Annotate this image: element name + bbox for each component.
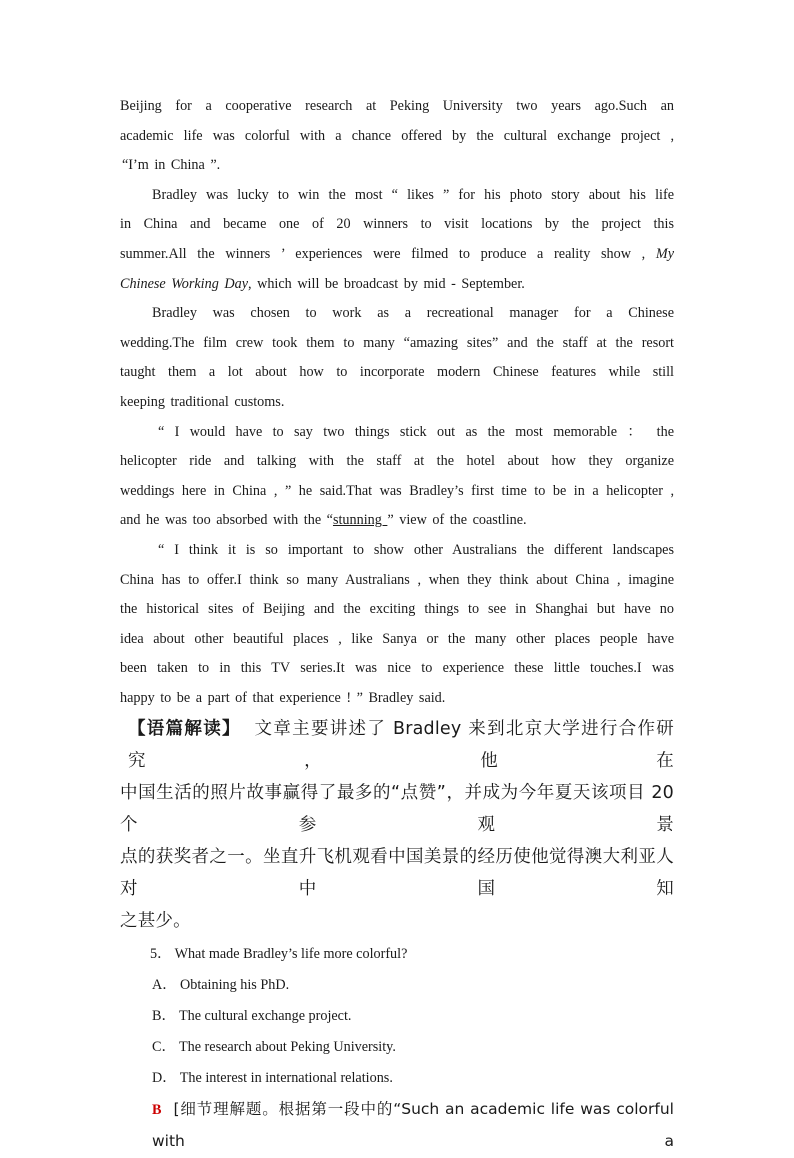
passage-paragraph-5 bbox=[120, 536, 674, 714]
text-line: “ I would have to say two things stick out as the most memorable ： the bbox=[158, 423, 674, 440]
passage-paragraph-1 bbox=[120, 92, 674, 181]
text-line: Bradley was lucky to win the most “ likes ” for his photo story about his life bbox=[152, 186, 674, 203]
text-segment: , which will be broadcast by mid - September. bbox=[248, 275, 525, 292]
text-segment: 文章主要讲述了 Bradley 来到北京大学进行合作研究，他在 bbox=[128, 719, 675, 772]
text-line: been taken to in this TV series.It was nice to experience these little touches.I was bbox=[120, 660, 674, 677]
show-title-part: My bbox=[655, 245, 675, 262]
question-block bbox=[120, 939, 674, 1158]
text-line: “I’m in China ”. bbox=[122, 157, 221, 174]
text-line: weddings here in China , ” he said.That was Bradley’s first time to be in a helicopter , bbox=[120, 482, 674, 499]
question-stem: 5． What made Bradley’s life more colorful? bbox=[150, 946, 408, 963]
analysis-paragraph bbox=[120, 713, 674, 937]
text-line: 之甚少。 bbox=[120, 911, 191, 932]
text-segment: ” view of the coastline. bbox=[387, 512, 527, 529]
text-line: Beijing for a cooperative research at Peking University two years ago.Such an bbox=[120, 98, 674, 114]
underlined-word: stunning bbox=[332, 512, 388, 529]
option-c: C． The research about Peking University. bbox=[152, 1039, 396, 1056]
passage-paragraph-4 bbox=[120, 418, 674, 536]
text-line: in China and became one of 20 winners to visit locations by the project this bbox=[120, 216, 674, 233]
text-line: 中国生活的照片故事赢得了最多的“点赞”，并成为今年夏天该项目 20 个参观景 bbox=[120, 783, 674, 836]
analysis-tag: 【语篇解读】 bbox=[128, 719, 241, 740]
text-line: happy to be a part of that experience ! ” Bradley said. bbox=[120, 689, 446, 706]
text-line: 点的获奖者之一。坐直升飞机观看中国美景的经历使他觉得澳大利亚人对中国知 bbox=[120, 847, 674, 900]
text-line: wedding.The film crew took them to many “amazing sites” and the staff at the resort bbox=[120, 334, 674, 351]
text-line bbox=[120, 713, 674, 777]
passage-paragraph-2 bbox=[120, 181, 674, 299]
passage-paragraph-3 bbox=[120, 299, 674, 417]
answer-explanation: [细节理解题。根据第一段中的“Such an academic life was colorful with a bbox=[152, 1100, 674, 1151]
text-line bbox=[120, 240, 674, 270]
text-line bbox=[120, 270, 674, 300]
option-a: A． Obtaining his PhD. bbox=[152, 977, 290, 994]
text-line: keeping traditional customs. bbox=[120, 393, 285, 410]
text-line: academic life was colorful with a chance offered by the cultural exchange project , bbox=[120, 127, 674, 144]
text-segment: summer.All the winners ’ experiences were filmed to produce a reality show , bbox=[120, 245, 646, 262]
text-line: “ I think it is so important to show other Australians the different landscapes bbox=[158, 541, 674, 558]
show-title: Chinese Working Day bbox=[120, 275, 248, 292]
text-line: taught them a lot about how to incorporate modern Chinese features while still bbox=[120, 364, 674, 381]
text-line: helicopter ride and talking with the staff at the hotel about how they organize bbox=[120, 453, 674, 470]
option-b: B． The cultural exchange project. bbox=[152, 1008, 352, 1025]
answer-line bbox=[120, 1094, 674, 1158]
text-line bbox=[120, 506, 674, 536]
document-page bbox=[120, 92, 674, 1158]
text-line: the historical sites of Beijing and the exciting things to see in Shanghai but have no bbox=[120, 601, 674, 618]
option-d: D． The interest in international relations. bbox=[152, 1070, 393, 1087]
text-line: Bradley was chosen to work as a recreational manager for a Chinese bbox=[152, 305, 674, 322]
text-line: idea about other beautiful places , like Sanya or the many other places people have bbox=[120, 630, 674, 647]
text-line: China has to offer.I think so many Australians , when they think about China , imagine bbox=[120, 571, 674, 588]
text-segment: and he was too absorbed with the “ bbox=[120, 512, 333, 529]
answer-letter: B bbox=[152, 1102, 162, 1119]
